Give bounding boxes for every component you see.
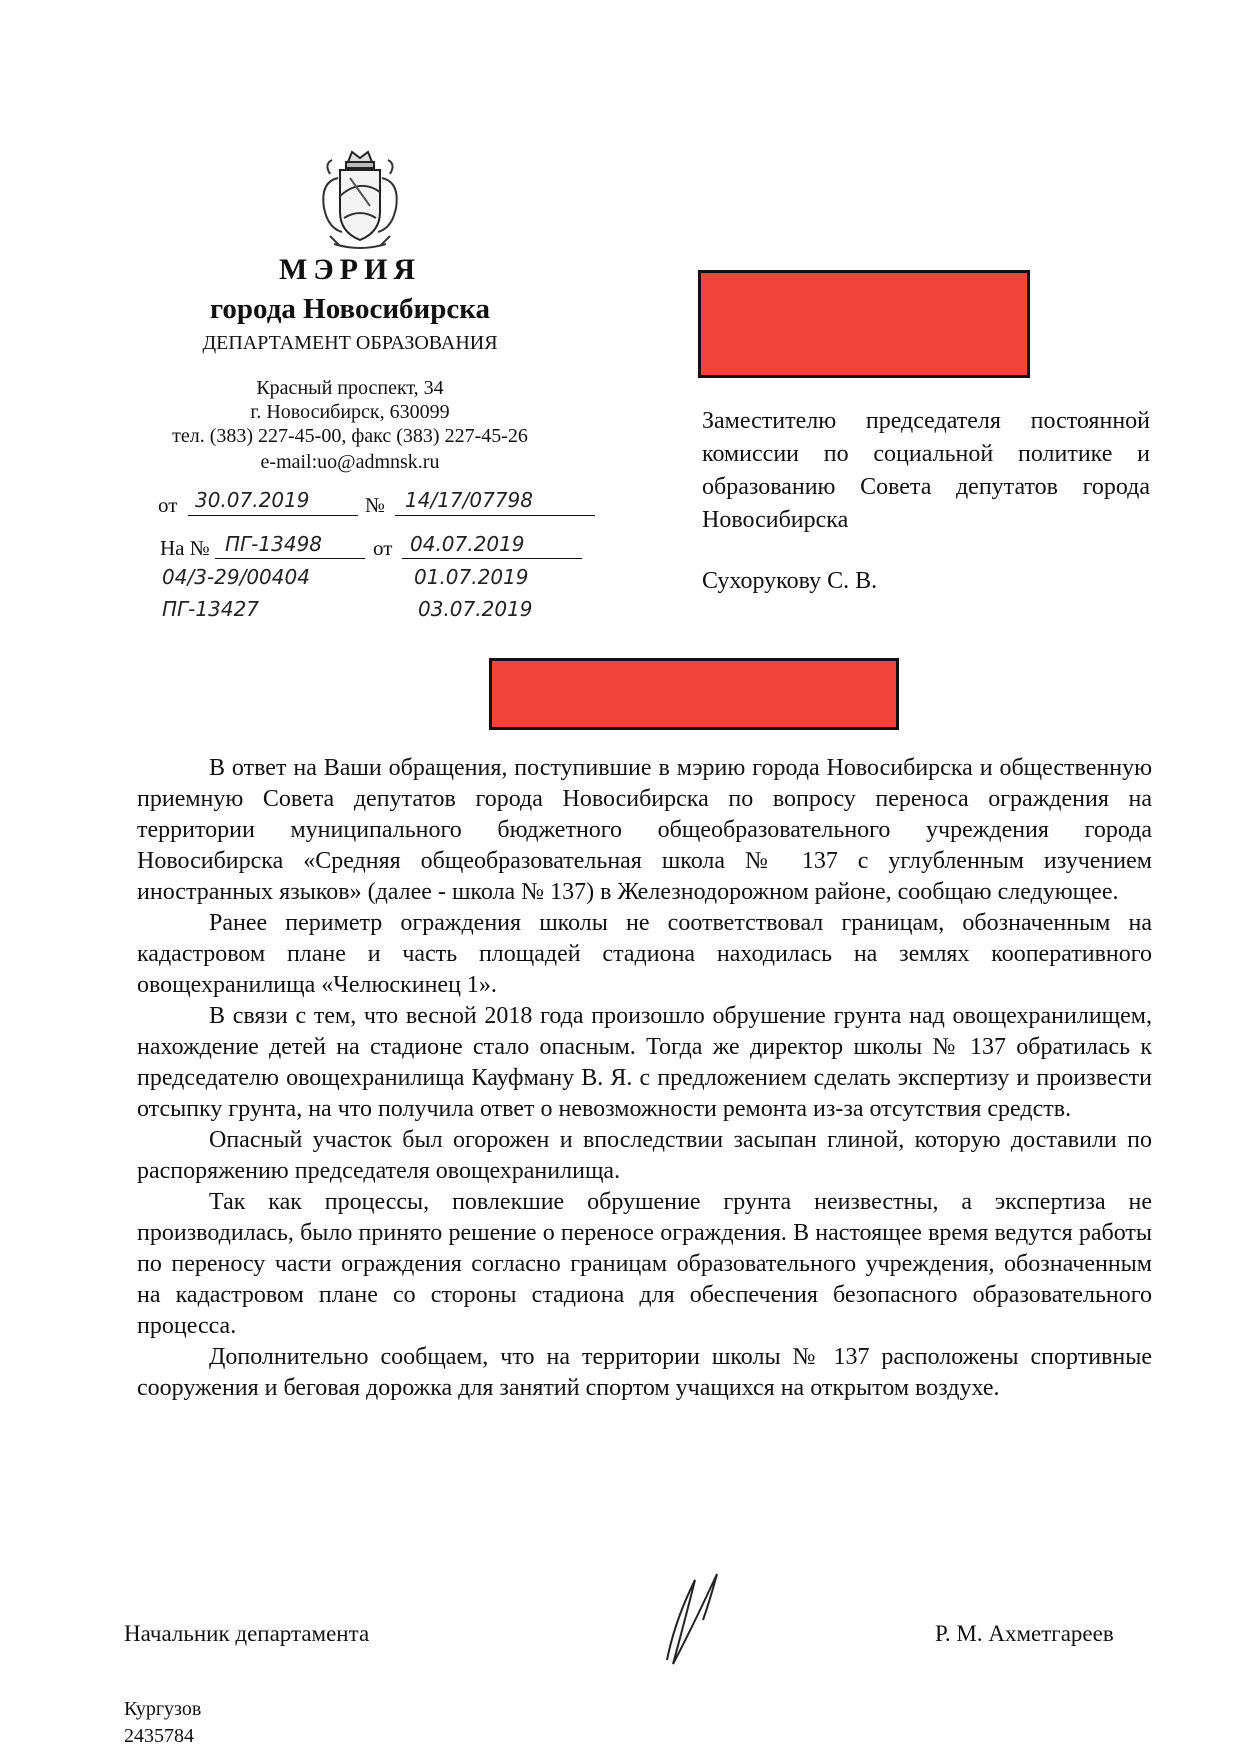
reply-from-label: от [373,536,393,560]
reply-number-1: ПГ-13498 [225,532,323,556]
email: e-mail:uo@admnsk.ru [260,451,440,473]
reply-label: На № [160,536,210,560]
body-paragraph: Опасный участок был огорожен и впоследствии засыпан глиной, которую доставили по распоряжению председателя овощехранилища. [137,1127,1152,1184]
recipient-name: Сухорукову С. В. [702,568,878,594]
handwritten-signature [655,1560,745,1670]
org-city: города Новосибирска [209,293,491,325]
number-underline [395,515,595,516]
signer-name: Р. М. Ахметгареев [935,1621,1114,1646]
signer-position: Начальник департамента [124,1621,370,1646]
department-name: ДЕПАРТАМЕНТ ОБРАЗОВАНИЯ [202,332,498,354]
outgoing-number: 14/17/07798 [405,488,533,512]
org-title: МЭРИЯ [279,253,421,286]
coat-of-arms-emblem [310,148,410,256]
recipient-position: Заместителю председателя постоянной комиссии по социальной политике и образованию Совета депутатов города Новосибирска [702,408,1150,533]
reply-date-1: 04.07.2019 [410,532,525,556]
redaction-box-top [698,270,1030,378]
body-paragraph: Дополнительно сообщаем, что на территории школы № 137 расположены спортивные сооружения и беговая дорожка для занятий спортом учащихся на открытом воздухе. [137,1344,1152,1401]
address-city: г. Новосибирск, 630099 [250,401,450,423]
letter-body [137,753,1152,1404]
number-label: № [365,493,386,517]
executor-name: Кургузов [124,1698,202,1720]
reply-date-2: 01.07.2019 [414,565,529,589]
executor-block [124,1696,201,1750]
reply-number-3: ПГ-13427 [162,597,260,621]
date-underline [188,515,358,516]
reply-number-2: 04/3-29/00404 [162,565,310,589]
body-paragraph: Ранее периметр ограждения школы не соответствовал границам, обозначенным на кадастровом плане и часть площадей стадиона находилась на землях кооперативного овощехранилища «Челюскинец 1». [137,910,1152,998]
reply-date-3: 03.07.2019 [418,597,533,621]
address-street: Красный проспект, 34 [256,377,444,399]
body-paragraph: В ответ на Ваши обращения, поступившие в мэрию города Новосибирска и общественную приемную Совета депутатов города Новосибирска по вопросу переноса ограждения на территории муниципального бюджетного общеобразовательного учреждения города Новосибирска «Средняя общеобразовательная школа № 137 с углубленным изучением иностранных языков» (далее - школа № 137) в Железнодорожном районе, сообщаю следующее. [137,755,1152,905]
redaction-box-middle [489,658,899,730]
body-paragraph: Так как процессы, повлекшие обрушение грунта неизвестны, а экспертиза не производилась, было принято решение о переносе ограждения. В настоящее время ведутся работы по переносу части ограждения согласно границам образовательного учреждения, обозначенным на кадастровом плане со стороны стадиона для обеспечения безопасного образовательного процесса. [137,1189,1152,1339]
outgoing-date: 30.07.2019 [195,488,310,512]
body-paragraph: В связи с тем, что весной 2018 года произошло обрушение грунта над овощехранилищем, нахождение детей на стадионе стало опасным. Тогда же директор школы № 137 обратилась к председателю овощехранилища Кауфману В. Я. с предложением сделать экспертизу и произвести отсыпку грунта, на что получила ответ о невозможности ремонта из-за отсутствия средств. [137,1003,1152,1122]
reply-date-underline [402,558,582,559]
from-label: от [158,493,178,517]
reply-underline [215,558,365,559]
phone-fax: тел. (383) 227-45-00, факс (383) 227-45-26 [172,425,528,447]
executor-phone: 2435784 [124,1725,194,1747]
